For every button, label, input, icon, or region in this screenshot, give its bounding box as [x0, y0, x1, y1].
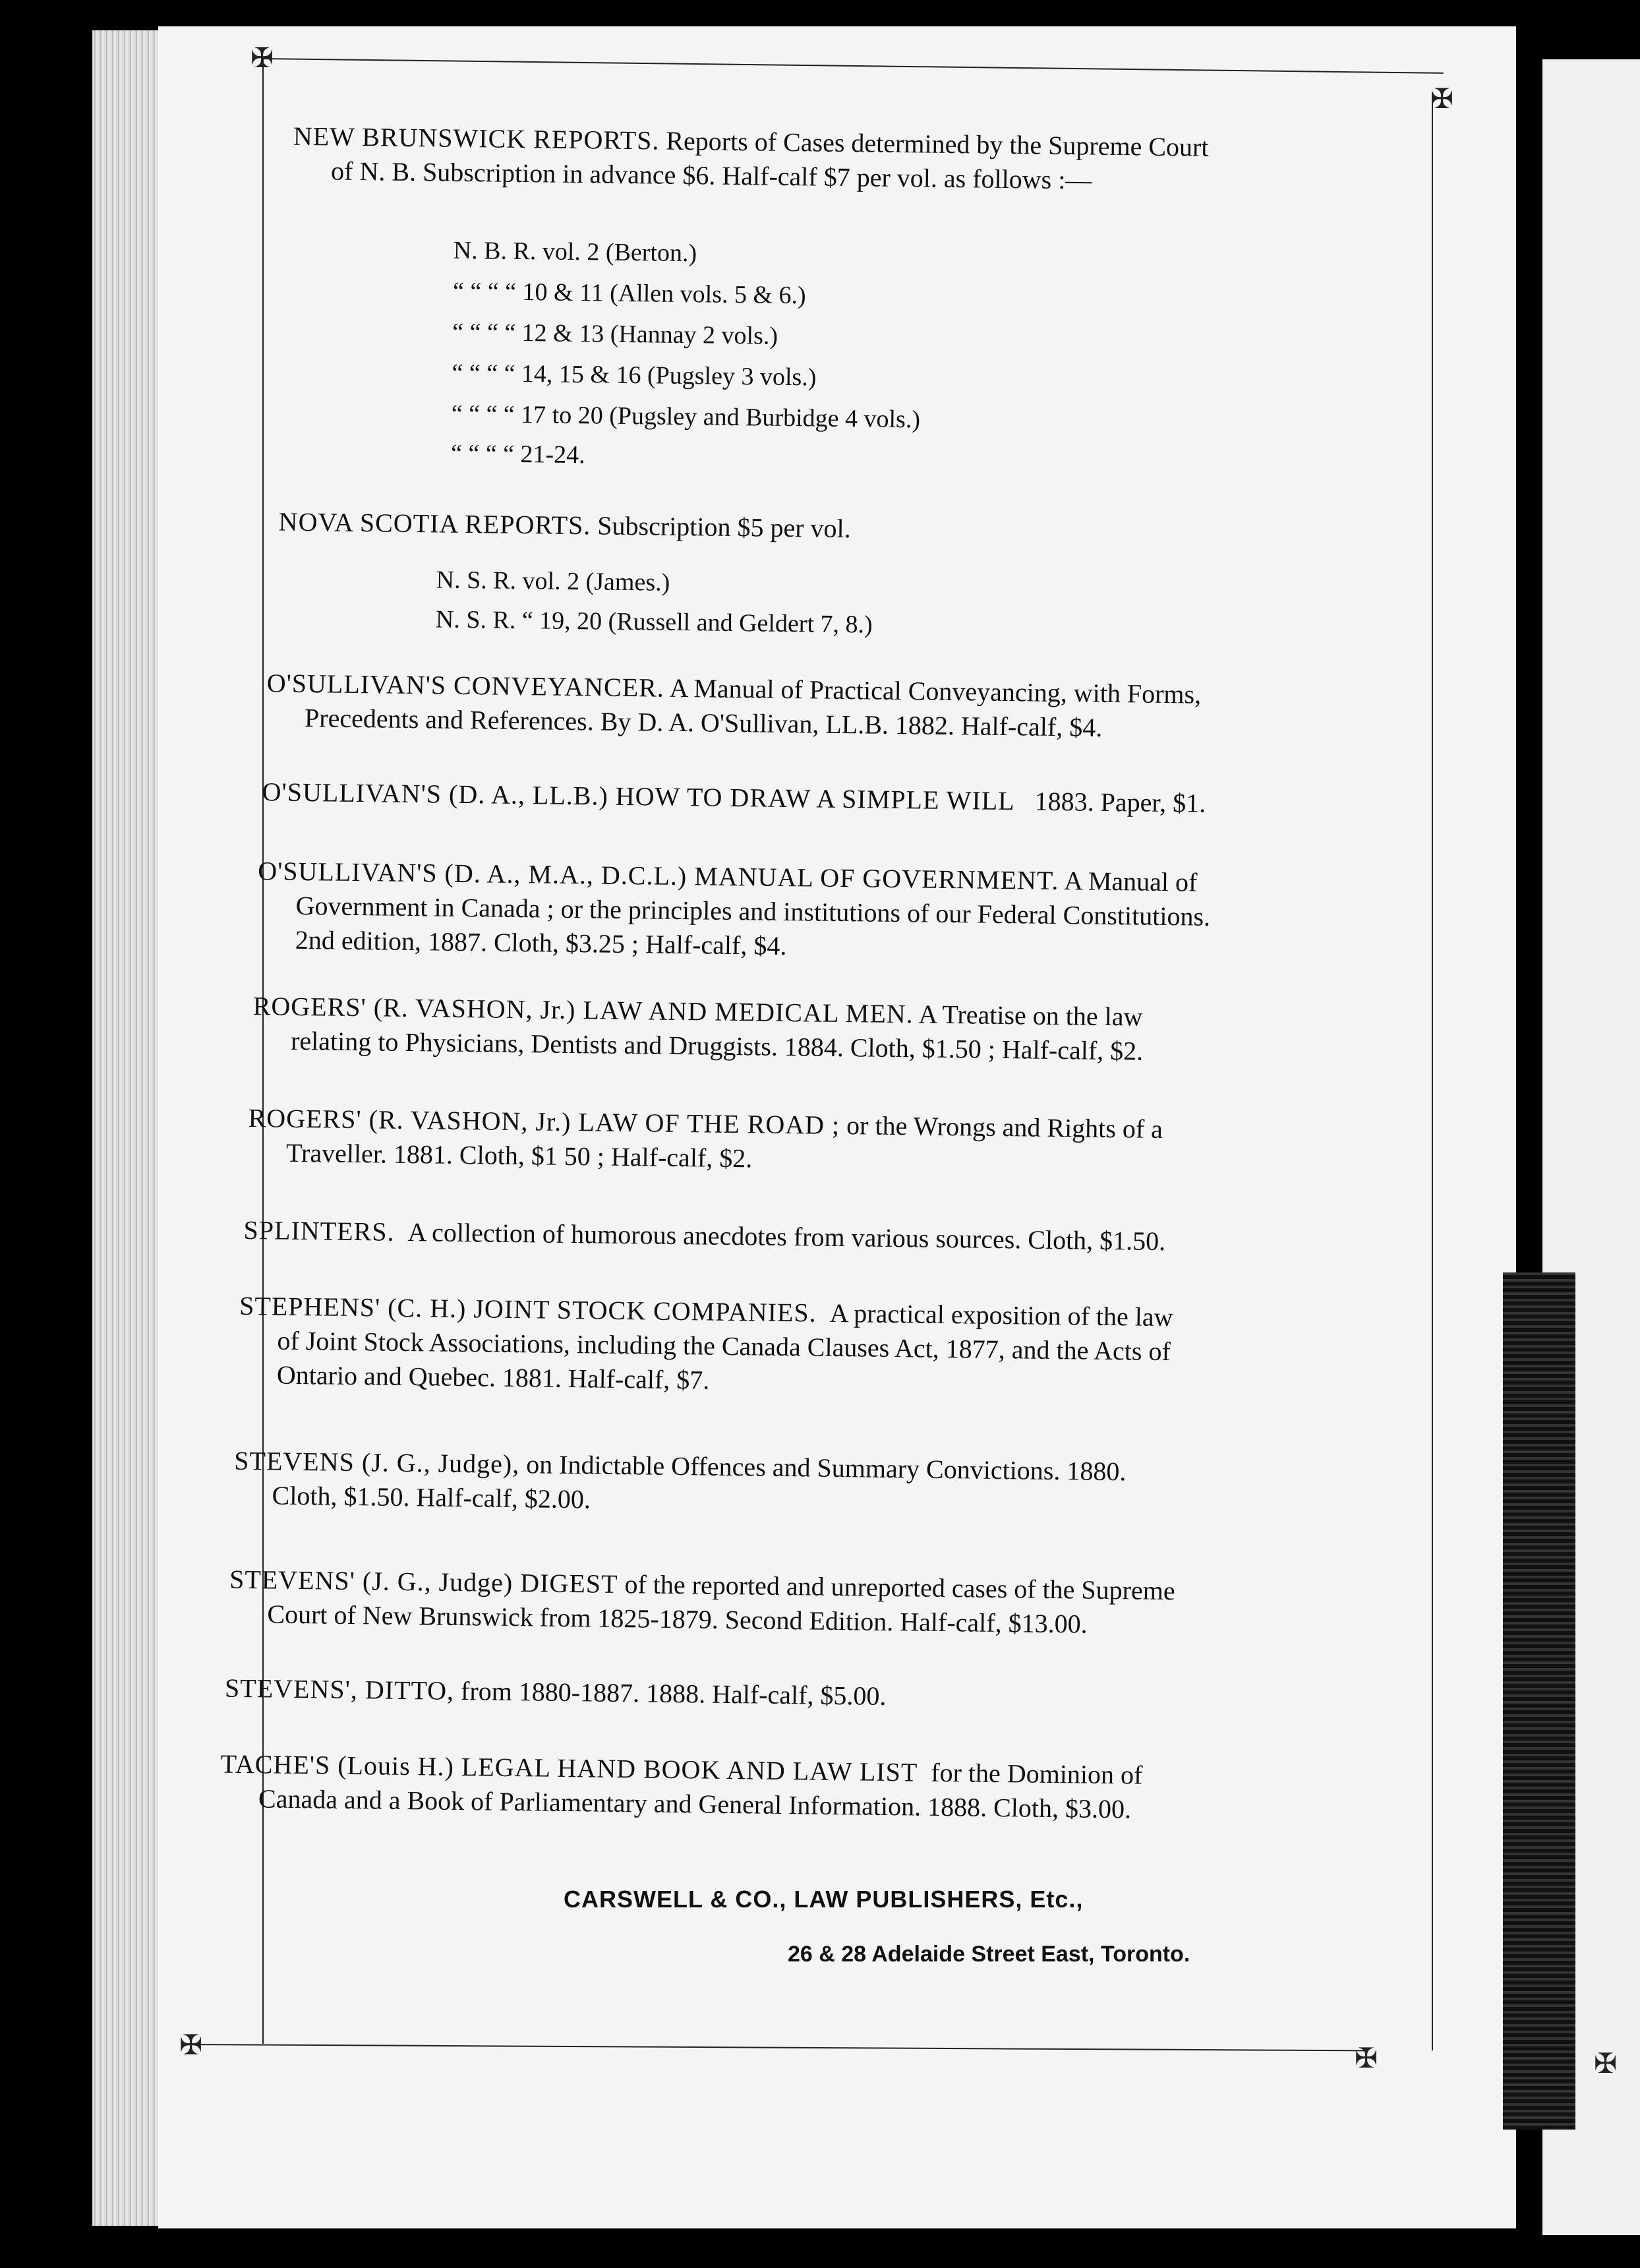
entry-text: Ontario and Quebec. 1881. Half-calf, $7. [276, 1359, 710, 1395]
volume-line: “ “ “ “ 17 to 20 (Pugsley and Burbidge 4 vols.) [451, 400, 921, 434]
entry-title: O'SULLIVAN'S (D. A., LL.B.) HOW TO DRAW A SIMPLE WILL [262, 777, 1015, 816]
entry-text: for the Dominion of [931, 1757, 1143, 1790]
entry-text: on Indictable Offences and Summary Convictions. 1880. [525, 1449, 1127, 1487]
entry-text: Government in Canada ; or the principles and institutions of our Federal Constitutions. [295, 890, 1211, 932]
volume-line: N. S. R. vol. 2 (James.) [436, 566, 670, 597]
entry-text: of Joint Stock Associations, including the Canada Clauses Act, 1877, and the Acts of [277, 1325, 1171, 1367]
volume-line: “ “ “ “ 12 & 13 (Hannay 2 vols.) [452, 318, 778, 350]
entry-text: Cloth, $1.50. Half-calf, $2.00. [272, 1480, 591, 1514]
entry-text: Subscription $5 per vol. [597, 510, 851, 544]
catalogue-entry [220, 1747, 1361, 1830]
entry-title: TACHE'S (Louis H.) LEGAL HAND BOOK AND LAW LIST [220, 1748, 918, 1787]
corner-ornament-icon: ✠ [1430, 84, 1454, 115]
catalogue-entry [229, 1563, 1370, 1645]
entry-text: 2nd edition, 1887. Cloth, $3.25 ; Half-calf, $4. [295, 924, 787, 961]
entry-text: 1883. Paper, $1. [1034, 786, 1206, 818]
entry-text: of the reported and unreported cases of the Supreme [624, 1569, 1175, 1606]
entry-title: ROGERS' (R. VASHON, Jr.) LAW OF THE ROAD ; [248, 1103, 840, 1141]
entry-title: STEVENS (J. G., Judge), [234, 1445, 520, 1479]
entry-text: Precedents and References. By D. A. O'Sullivan, LL.B. 1882. Half-calf, $4. [304, 703, 1103, 742]
catalogue-entry [262, 775, 1403, 823]
entry-title: STEPHENS' (C. H.) JOINT STOCK COMPANIES. [239, 1290, 817, 1328]
entry-text: from 1880-1887. 1888. Half-calf, $5.00. [460, 1676, 887, 1711]
entry-text: Court of New Brunswick from 1825-1879. Second Edition. Half-calf, $13.00. [267, 1599, 1088, 1639]
catalogue-entry [278, 505, 1419, 553]
catalogue-entry [293, 119, 1434, 202]
catalogue-entry [248, 1101, 1389, 1183]
volume-line: “ “ “ “ 10 & 11 (Allen vols. 5 & 6.) [452, 277, 806, 310]
corner-ornament-icon: ✠ [1355, 2044, 1378, 2074]
entry-text: A Manual of [1063, 866, 1198, 897]
publisher-name: CARSWELL & CO., LAW PUBLISHERS, Etc., [564, 1886, 1084, 1913]
publisher-address: 26 & 28 Adelaide Street East, Toronto. [788, 1942, 1190, 1967]
entry-title: O'SULLIVAN'S CONVEYANCER. [266, 668, 665, 703]
corner-ornament-icon: ✠ [179, 2031, 203, 2061]
catalogue-entry [233, 1444, 1374, 1526]
entry-title: NEW BRUNSWICK REPORTS. [293, 121, 660, 156]
volume-line: “ “ “ “ 21-24. [450, 439, 585, 469]
volume-line: “ “ “ “ 14, 15 & 16 (Pugsley 3 vols.) [452, 359, 817, 392]
catalogue-entry [266, 666, 1407, 748]
entry-title: ROGERS' (R. VASHON, Jr.) LAW AND MEDICAL MEN. [252, 991, 914, 1029]
entry-text: A Manual of Practical Conveyancing, with Forms, [669, 672, 1202, 709]
catalogue-entry [239, 1289, 1380, 1406]
catalogue-entry [243, 1213, 1384, 1261]
entry-text: A practical exposition of the law [829, 1298, 1173, 1332]
entry-text: Canada and a Book of Parliamentary and General Information. 1888. Cloth, $3.00. [258, 1783, 1132, 1824]
corner-ornament-icon: ✠ [1594, 2049, 1618, 2079]
catalogue-entry [225, 1671, 1366, 1719]
entry-title: SPLINTERS. [243, 1214, 395, 1247]
entry-title: NOVA SCOTIA REPORTS. [278, 506, 591, 541]
entry-text: or the Wrongs and Rights of a [846, 1110, 1163, 1145]
entry-text: A Treatise on the law [918, 999, 1143, 1032]
entry-title: STEVENS' (J. G., Judge) DIGEST [229, 1564, 618, 1599]
volume-line: N. B. R. vol. 2 (Berton.) [453, 236, 697, 268]
entry-text: A collection of humorous anecdotes from various sources. Cloth, $1.50. [407, 1217, 1166, 1257]
catalogue-entry [252, 989, 1393, 1071]
entry-text: relating to Physicians, Dentists and Druggists. 1884. Cloth, $1.50 ; Half-calf, $2. [290, 1025, 1144, 1066]
entry-text: of N. B. Subscription in advance $6. Half-calf $7 per vol. as follows :— [330, 156, 1092, 195]
entry-title: STEVENS', DITTO, [224, 1673, 455, 1706]
entry-title: O'SULLIVAN'S (D. A., M.A., D.C.L.) MANUAL OF GOVERNMENT. [257, 856, 1059, 896]
volume-line: N. S. R. “ 19, 20 (Russell and Geldert 7, 8.) [435, 605, 873, 639]
corner-ornament-icon: ✠ [250, 44, 274, 74]
catalogue-entry [257, 854, 1399, 970]
entry-text: Reports of Cases determined by the Supreme Court [666, 125, 1209, 162]
entry-text: Traveller. 1881. Cloth, $1 50 ; Half-calf, $2. [285, 1137, 753, 1174]
